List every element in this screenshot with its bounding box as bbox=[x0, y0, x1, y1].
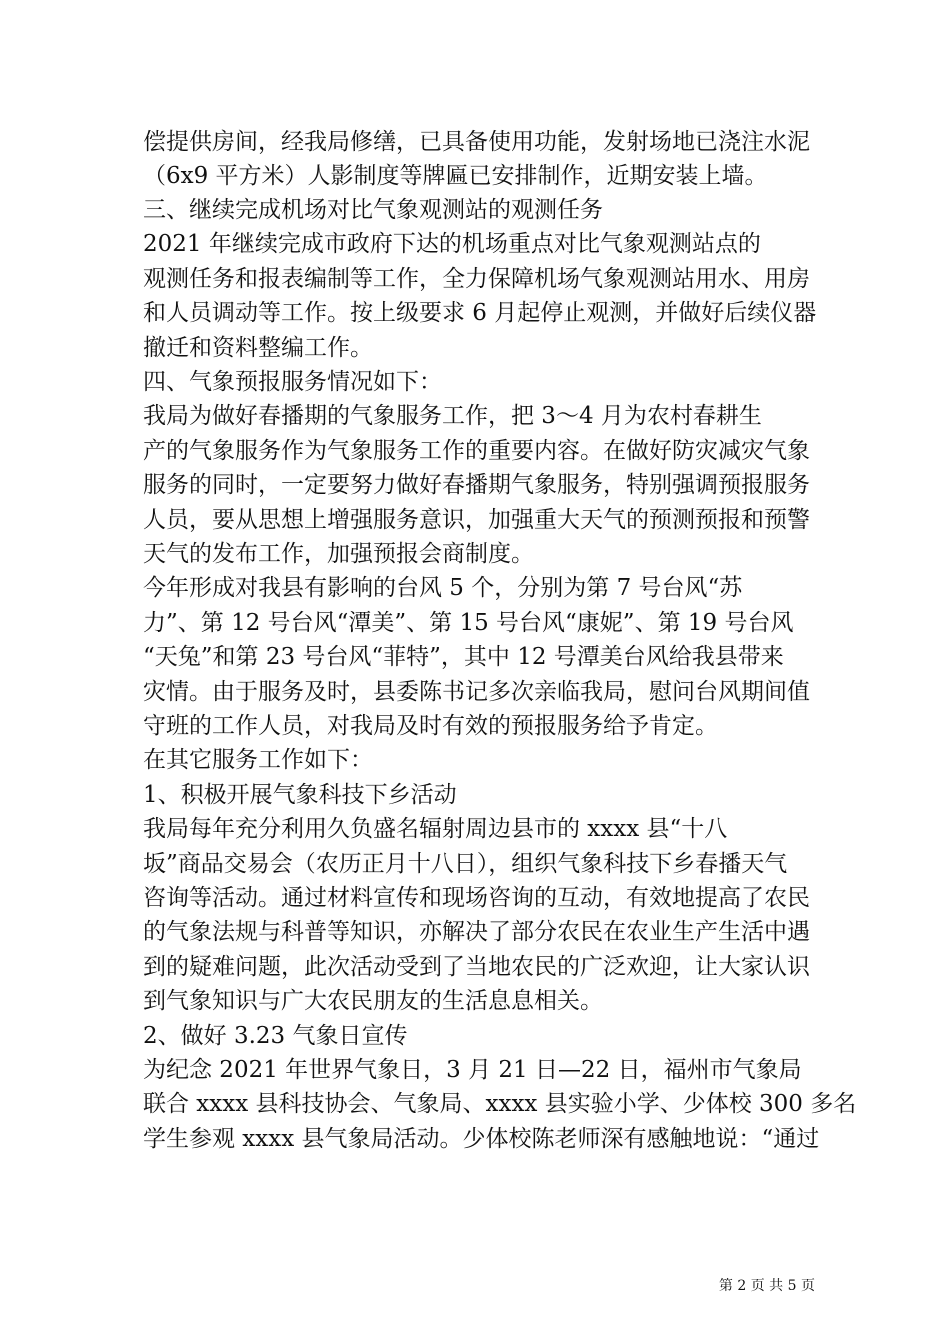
text-line: 今年形成对我县有影响的台风 5 个，分别为第 7 号台风“苏 bbox=[143, 575, 743, 601]
section-heading: 三、继续完成机场对比气象观测站的观测任务 bbox=[143, 197, 603, 223]
text-line: 坂”商品交易会（农历正月十八日），组织气象科技下乡春播天气 bbox=[143, 851, 788, 877]
text-line: 撤迁和资料整编工作。 bbox=[143, 335, 373, 361]
section-heading: 2、做好 3.23 气象日宣传 bbox=[143, 1023, 408, 1049]
section-heading: 1、积极开展气象科技下乡活动 bbox=[143, 782, 457, 808]
text-line: 人员，要从思想上增强服务意识，加强重大天气的预测预报和预警 bbox=[143, 507, 810, 533]
text-line: 我局每年充分利用久负盛名辐射周边县市的 xxxx 县“十八 bbox=[143, 816, 728, 842]
section-heading: 四、气象预报服务情况如下： bbox=[143, 369, 442, 395]
text-line: 2021 年继续完成市政府下达的机场重点对比气象观测站点的 bbox=[143, 231, 761, 257]
text-line: 学生参观 xxxx 县气象局活动。少体校陈老师深有感触地说：“通过 bbox=[143, 1126, 820, 1152]
text-line: 咨询等活动。通过材料宣传和现场咨询的互动，有效地提高了农民 bbox=[143, 885, 810, 911]
text-line: 服务的同时，一定要努力做好春播期气象服务，特别强调预报服务 bbox=[143, 472, 810, 498]
text-line: 守班的工作人员，对我局及时有效的预报服务给予肯定。 bbox=[143, 713, 718, 739]
text-line: 到的疑难问题，此次活动受到了当地农民的广泛欢迎，让大家认识 bbox=[143, 954, 810, 980]
text-line: 到气象知识与广大农民朋友的生活息息相关。 bbox=[143, 988, 603, 1014]
section-heading: 在其它服务工作如下： bbox=[143, 747, 373, 773]
text-line: 灾情。由于服务及时，县委陈书记多次亲临我局，慰问台风期间值 bbox=[143, 679, 810, 705]
text-line: 天气的发布工作，加强预报会商制度。 bbox=[143, 541, 534, 567]
page-number-footer: 第 2 页 共 5 页 bbox=[718, 1278, 815, 1294]
text-line: （6x9 平方米）人影制度等牌匾已安排制作，近期安装上墙。 bbox=[143, 163, 768, 189]
text-line: 力”、第 12 号台风“潭美”、第 15 号台风“康妮”、第 19 号台风 bbox=[143, 610, 794, 636]
text-line: 我局为做好春播期的气象服务工作，把 3～4 月为农村春耕生 bbox=[143, 403, 762, 429]
text-line: 产的气象服务作为气象服务工作的重要内容。在做好防灾减灾气象 bbox=[143, 438, 810, 464]
text-line: “天兔”和第 23 号台风“菲特”，其中 12 号潭美台风给我县带来 bbox=[143, 644, 784, 670]
text-line: 联合 xxxx 县科技协会、气象局、xxxx 县实验小学、少体校 300 多名 bbox=[143, 1091, 857, 1117]
text-line: 为纪念 2021 年世界气象日，3 月 21 日—22 日，福州市气象局 bbox=[143, 1057, 802, 1083]
text-line: 偿提供房间，经我局修缮，已具备使用功能，发射场地已浇注水泥 bbox=[143, 129, 810, 155]
text-line: 和人员调动等工作。按上级要求 6 月起停止观测，并做好后续仪器 bbox=[143, 300, 817, 326]
text-line: 观测任务和报表编制等工作，全力保障机场气象观测站用水、用房 bbox=[143, 266, 810, 292]
text-line: 的气象法规与科普等知识，亦解决了部分农民在农业生产生活中遇 bbox=[143, 919, 810, 945]
